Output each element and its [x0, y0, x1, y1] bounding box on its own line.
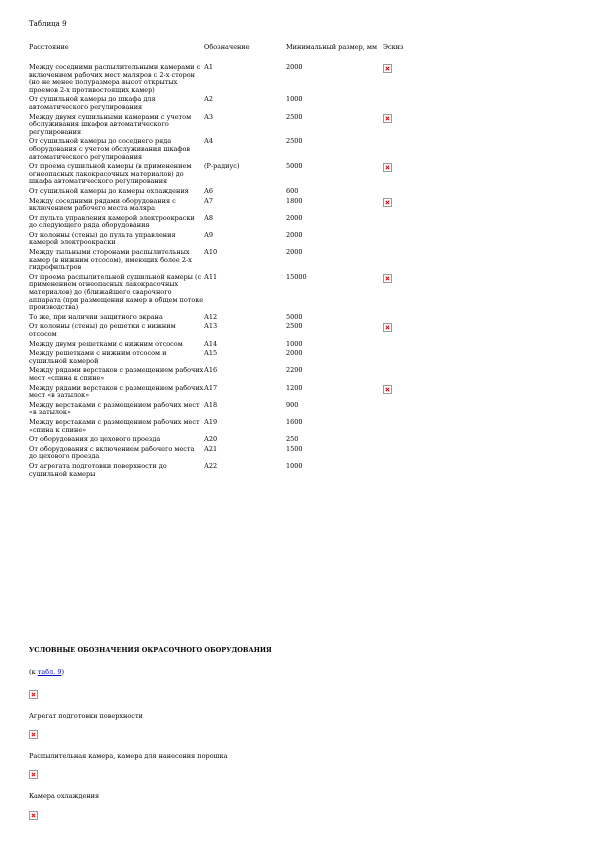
table-row [29, 163, 429, 188]
distance-cell: От сушильной камеры до камеры охлаждения [29, 186, 189, 195]
size-cell: 5000 [286, 312, 303, 321]
code-cell: А13 [204, 322, 218, 331]
code-cell: А18 [204, 400, 218, 409]
table-row [29, 96, 429, 113]
table-row [29, 138, 429, 163]
distance-cell: Между двумя решетками с нижним отсосом [29, 339, 183, 348]
code-cell: А15 [204, 349, 218, 358]
broken-image-icon [383, 274, 392, 283]
code-cell: А21 [204, 444, 218, 453]
size-cell: 250 [286, 435, 299, 444]
distance-cell: От агрегата подготовки поверхности до сушильной камеры [29, 461, 167, 478]
size-cell: 1000 [286, 339, 303, 348]
code-cell: А20 [204, 435, 218, 444]
sketch-cell [383, 436, 429, 446]
code-cell: А7 [204, 196, 214, 205]
broken-image-icon [383, 114, 392, 123]
code-cell: А14 [204, 339, 218, 348]
distance-cell: Между соседними рядами оборудования с включением рабочего места маляра [29, 196, 176, 213]
sketch-cell [383, 350, 429, 367]
distance-cell: То же, при наличии защитного экрана [29, 312, 163, 321]
sketch-cell [383, 463, 429, 480]
legend-title: УСЛОВНЫЕ ОБОЗНАЧЕНИЯ ОКРАСОЧНОГО ОБОРУДОВАНИЯ [29, 646, 272, 654]
table-row [29, 64, 429, 96]
sketch-cell [383, 163, 429, 188]
size-cell: 2500 [286, 322, 303, 331]
table-row [29, 249, 429, 274]
code-cell: А6 [204, 186, 214, 195]
size-cell: 900 [286, 400, 299, 409]
broken-image-icon [29, 730, 38, 739]
table-row [29, 323, 429, 340]
table-title: Таблица 9 [29, 20, 67, 28]
sketch-cell [383, 96, 429, 113]
table-row [29, 350, 429, 367]
broken-image-icon [383, 323, 392, 332]
legend-item: Распылительная камера, камера для нанесения порошка [29, 752, 228, 760]
sketch-cell [383, 249, 429, 274]
sketch-cell [383, 215, 429, 232]
distance-cell: Между рядами верстаков с размещением рабочих мест «спина к спине» [29, 366, 204, 382]
size-cell: 1600 [286, 417, 303, 426]
broken-image-icon [29, 690, 38, 699]
code-cell: А3 [204, 112, 214, 121]
broken-image-icon [383, 64, 392, 73]
code-cell: А16 [204, 366, 218, 375]
broken-image-icon [383, 198, 392, 207]
sketch-cell [383, 367, 429, 384]
broken-image-icon [29, 811, 38, 820]
table-row [29, 446, 429, 463]
distance-cell: Между верстаками с размещением рабочих мест «в затылок» [29, 400, 200, 417]
sketch-cell [383, 419, 429, 436]
distance-cell: От проема распылительной сушильной камеры (с применением огнеопасных лакокрасочных материалов) до (ближайшего сварочного аппарата (при размещении камер в общем потоке производства) [29, 272, 204, 312]
table-row [29, 463, 429, 480]
table-row [29, 385, 429, 402]
header-min-size: Минимальный размер, мм [286, 43, 378, 51]
size-cell: 2000 [286, 248, 303, 257]
distance-cell: Между решетками с нижним отсосом и сушильной камерой [29, 349, 167, 365]
distance-cell: От оборудования с включением рабочего места до цехового проезда [29, 444, 195, 461]
distance-cell: От колонны (стены) до решетки с нижним отсосом [29, 322, 176, 338]
size-cell: 2000 [286, 213, 303, 222]
distance-cell: От колонны (стены) до пульта управления камерой электроокраски [29, 230, 176, 247]
table-row [29, 232, 429, 249]
sketch-cell [383, 385, 429, 402]
code-cell: А8 [204, 213, 214, 222]
sketch-cell [383, 314, 429, 324]
sketch-cell [383, 64, 429, 96]
table-link[interactable]: табл. 9 [37, 668, 62, 676]
sketch-cell [383, 198, 429, 215]
distance-cell: От пульта управления камерой электроокраски до следующего ряда оборудования [29, 213, 195, 230]
sketch-cell [383, 274, 429, 314]
distance-cell: От проема сушильной камеры (в применением огнеопасных лакокрасочных материалов) до шкафа автоматического регулирования [29, 162, 192, 186]
size-cell: 1200 [286, 383, 303, 392]
size-cell: 2200 [286, 366, 303, 375]
legend-item: Агрегат подготовки поверхности [29, 712, 143, 720]
distance-cell: От сушильной камеры до соседнего ряда оборудования с учетом обслуживания шкафов автоматического регулирования [29, 137, 191, 161]
size-cell: 2500 [286, 112, 303, 121]
code-cell: А4 [204, 137, 214, 146]
table-row [29, 419, 429, 436]
distance-cell: Между рядами верстаков с размещением рабочих мест «в затылок» [29, 383, 204, 400]
size-cell: 2000 [286, 349, 303, 358]
table-row [29, 114, 429, 139]
code-cell: (Р-радиус) [204, 162, 240, 171]
legend-ref-prefix: (к [29, 668, 38, 676]
table-row [29, 402, 429, 419]
header-code: Обозначение [204, 43, 250, 51]
size-cell: 2500 [286, 137, 303, 146]
sketch-cell [383, 341, 429, 351]
sketch-cell [383, 232, 429, 249]
size-cell: 1800 [286, 196, 303, 205]
sketch-cell [383, 446, 429, 463]
table-row [29, 198, 429, 215]
size-cell: 2000 [286, 230, 303, 239]
header-sketch: Эскиз [383, 43, 404, 51]
code-cell: А11 [204, 272, 218, 281]
size-cell: 600 [286, 186, 299, 195]
size-cell: 15000 [286, 272, 307, 281]
code-cell: А1 [204, 63, 214, 71]
broken-image-icon [383, 163, 392, 172]
sketch-cell [383, 323, 429, 340]
broken-image-icon [29, 770, 38, 779]
legend-ref-suffix: ) [61, 668, 65, 676]
code-cell: А12 [204, 312, 218, 321]
code-cell: А10 [204, 248, 218, 257]
table-row [29, 367, 429, 384]
legend-item: Камера охлаждения [29, 792, 100, 800]
broken-image-icon [383, 385, 392, 394]
distance-cell: Между двумя сушильными камерами с учетом обслуживания шкафов автоматического регулирования [29, 112, 192, 136]
distance-cell: От сушильной камеры до шкафа для автоматического регулирования [29, 95, 156, 111]
size-cell: 1500 [286, 444, 303, 453]
sketch-cell [383, 138, 429, 163]
distances-table [29, 44, 429, 480]
size-cell: 5000 [286, 162, 303, 171]
code-cell: А9 [204, 230, 214, 239]
sketch-cell [383, 114, 429, 139]
distance-cell: От оборудования до цехового проезда [29, 435, 161, 444]
header-distance: Расстояние [29, 43, 69, 51]
size-cell: 2000 [286, 63, 303, 71]
sketch-cell [383, 402, 429, 419]
code-cell: А19 [204, 417, 218, 426]
size-cell: 1000 [286, 461, 303, 470]
code-cell: А17 [204, 383, 218, 392]
code-cell: А2 [204, 95, 214, 104]
distance-cell: Между верстаками с размещением рабочих мест «спина к спине» [29, 417, 200, 434]
legend-reference [29, 668, 64, 676]
size-cell: 1000 [286, 95, 303, 104]
table-row [29, 215, 429, 232]
table-body [29, 64, 429, 480]
sketch-cell [383, 188, 429, 198]
distance-cell: Между соседними распылительными камерами с включением рабочих мест маляров с 2-х сторон (но не менее полуразмера высот открытых проемов 2-х противостоящих камер) [29, 63, 201, 94]
table-row [29, 274, 429, 314]
distance-cell: Между тыльными сторонами распылительных камер (в нижним отсосом), имеющих более 2-х гидрофильтров [29, 248, 192, 272]
code-cell: А22 [204, 461, 218, 470]
